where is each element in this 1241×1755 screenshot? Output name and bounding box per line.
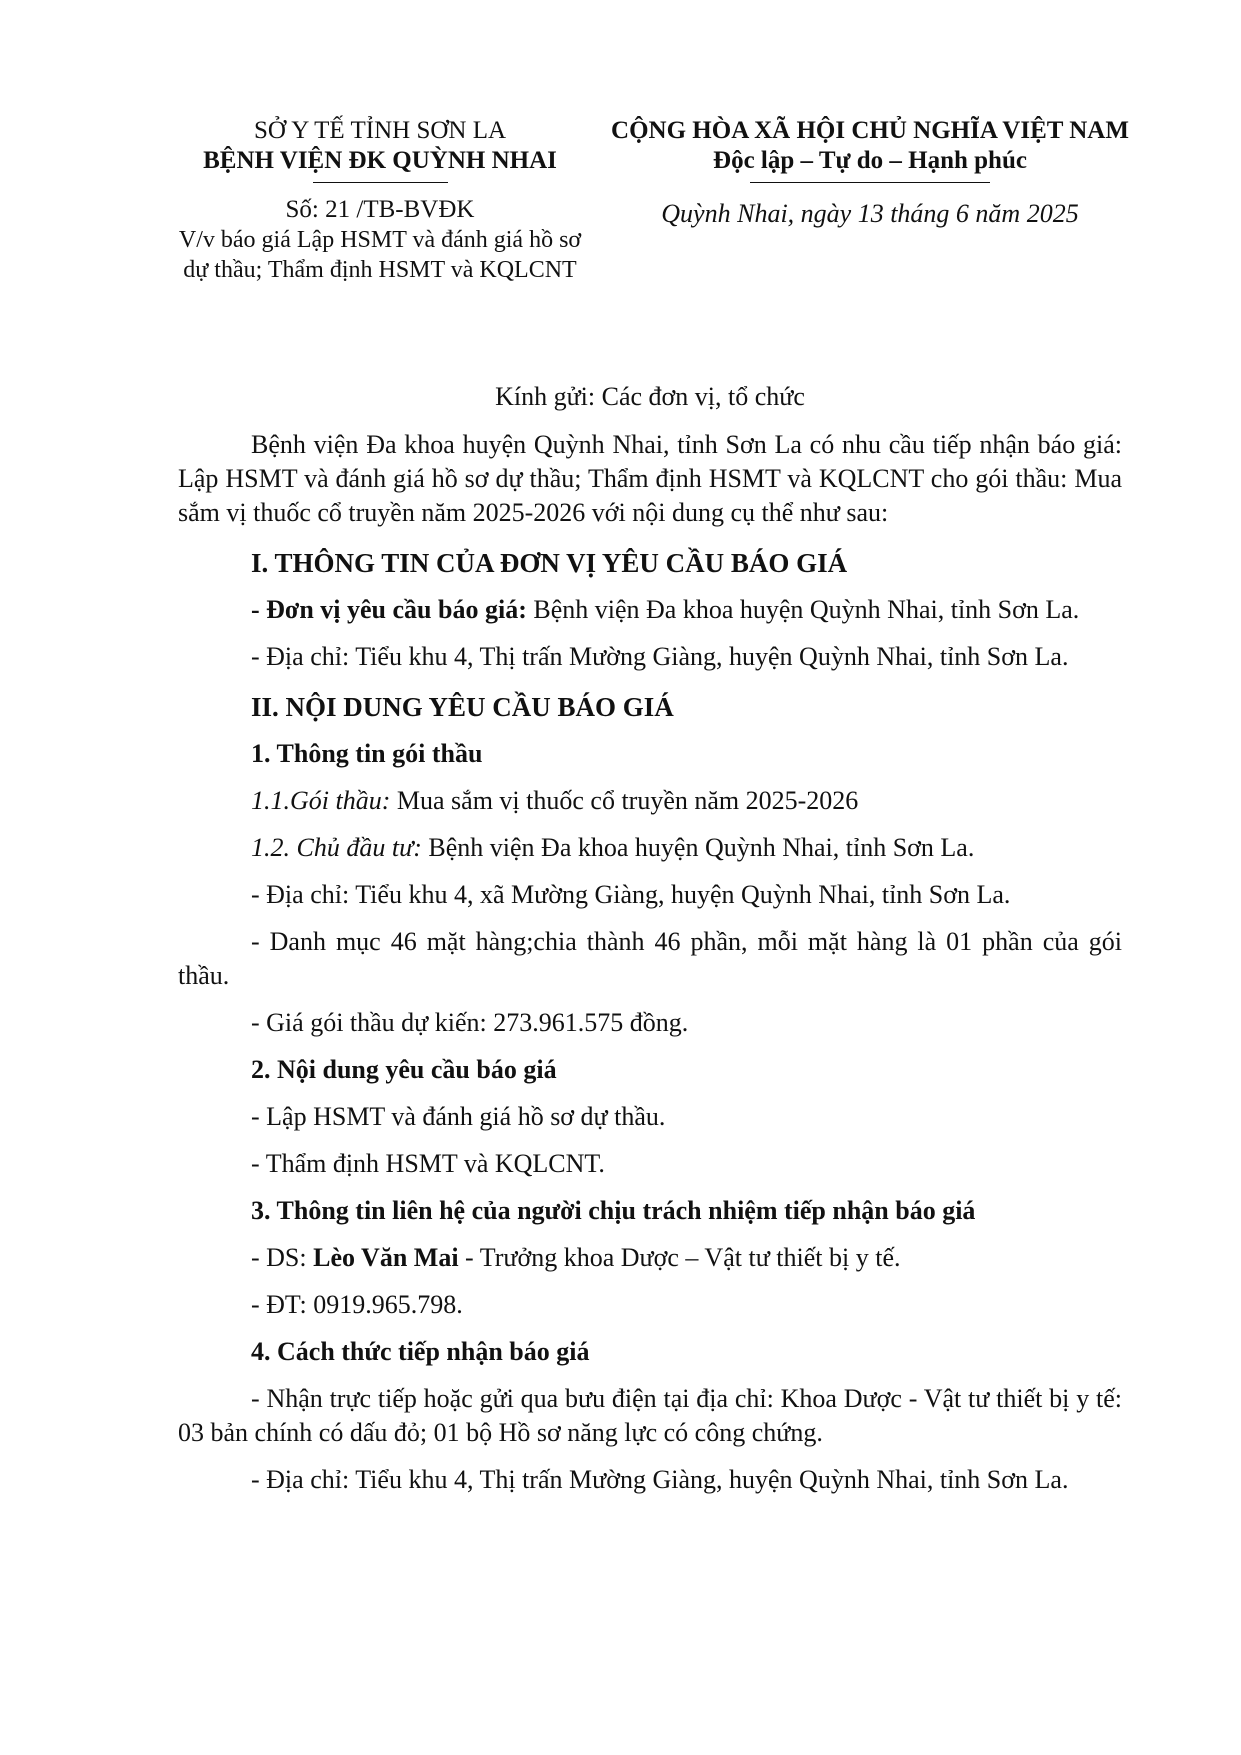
investor-address: - Địa chỉ: Tiểu khu 4, xã Mường Giàng, huyện Quỳnh Nhai, tỉnh Sơn La. — [251, 880, 1011, 909]
package-line — [178, 784, 1122, 818]
number-label: Số: — [285, 196, 319, 223]
phone-line: - ĐT: 0919.965.798. — [251, 1290, 463, 1319]
hospital-name: BỆNH VIỆN ĐK QUỲNH NHAI — [203, 147, 557, 174]
department-name: SỞ Y TẾ TỈNH SƠN LA — [253, 117, 507, 144]
receipt-line-2: - Địa chỉ: Tiểu khu 4, Thị trấn Mường Giàng, huyện Quỳnh Nhai, tỉnh Sơn La. — [251, 1465, 1069, 1494]
section-1-title: I. THÔNG TIN CỦA ĐƠN VỊ YÊU CẦU BÁO GIÁ — [251, 548, 848, 578]
package-label: 1.1.Gói thầu: — [251, 786, 391, 815]
header-left-divider — [313, 182, 448, 183]
requester-line — [178, 593, 1122, 627]
subsection-4-title: 4. Cách thức tiếp nhận báo giá — [251, 1337, 590, 1366]
package-value: Mua sắm vị thuốc cổ truyền năm 2025-2026 — [390, 786, 859, 815]
header-right-divider — [750, 182, 990, 183]
requirement-line-2: - Thẩm định HSMT và KQLCNT. — [251, 1149, 605, 1178]
requester-value: Bệnh viện Đa khoa huyện Quỳnh Nhai, tỉnh Sơn La. — [526, 595, 1080, 624]
requirement-line-1: - Lập HSMT và đánh giá hồ sơ dự thầu. — [251, 1102, 666, 1131]
section-2-title: II. NỘI DUNG YÊU CẦU BÁO GIÁ — [251, 692, 674, 722]
investor-line — [178, 831, 1122, 865]
document-date: Quỳnh Nhai, ngày 13 tháng 6 năm 2025 — [661, 199, 1079, 228]
contact-name: Lèo Văn Mai — [313, 1243, 459, 1272]
subsection-1-title: 1. Thông tin gói thầu — [251, 739, 483, 768]
investor-label: 1.2. Chủ đầu tư: — [251, 833, 422, 862]
receipt-line-1: - Nhận trực tiếp hoặc gửi qua bưu điện tại địa chỉ: Khoa Dược - Vật tư thiết bị y tế: 03 bản chính có dấu đỏ; 01 bộ Hồ sơ năng lực có công chứng. — [178, 1384, 1122, 1447]
requester-label: - Đơn vị yêu cầu báo giá: — [251, 595, 527, 624]
document-number — [170, 195, 590, 225]
contact-prefix: - DS: — [251, 1243, 314, 1272]
number-value: 21 — [325, 196, 351, 223]
intro-paragraph: Bệnh viện Đa khoa huyện Quỳnh Nhai, tỉnh Sơn La có nhu cầu tiếp nhận báo giá: Lập HSMT và đánh giá hồ sơ dự thầu; Thẩm định HSMT và KQLCNT cho gói thầu: Mua sắm vị thuốc cổ truyền năm 2025-2026 với nội dung cụ thể như sau: — [178, 430, 1122, 527]
contact-role: - Trưởng khoa Dược – Vật tư thiết bị y tế. — [458, 1243, 901, 1272]
document-subject: V/v báo giá Lập HSMT và đánh giá hồ sơ dự thầu; Thẩm định HSMT và KQLCNT — [178, 227, 582, 283]
header-left-block — [170, 116, 590, 285]
items-line: - Danh mục 46 mặt hàng;chia thành 46 phần, mỗi mặt hàng là 01 phần của gói thầu. — [178, 927, 1122, 990]
price-line: - Giá gói thầu dự kiến: 273.961.575 đồng. — [251, 1008, 689, 1037]
contact-line — [178, 1241, 1122, 1275]
number-suffix: /TB-BVĐK — [356, 196, 475, 223]
subsection-3-title: 3. Thông tin liên hệ của người chịu trách nhiệm tiếp nhận báo giá — [251, 1196, 976, 1225]
national-title: CỘNG HÒA XÃ HỘI CHỦ NGHĨA VIỆT NAM — [611, 117, 1129, 144]
national-motto: Độc lập – Tự do – Hạnh phúc — [713, 147, 1027, 174]
requester-address: - Địa chỉ: Tiểu khu 4, Thị trấn Mường Giàng, huyện Quỳnh Nhai, tỉnh Sơn La. — [251, 642, 1069, 671]
document-body — [178, 380, 1122, 1497]
subsection-2-title: 2. Nội dung yêu cầu báo giá — [251, 1055, 557, 1084]
header-right-block — [600, 116, 1140, 229]
investor-value: Bệnh viện Đa khoa huyện Quỳnh Nhai, tỉnh Sơn La. — [421, 833, 975, 862]
greeting: Kính gửi: Các đơn vị, tổ chức — [495, 382, 805, 411]
